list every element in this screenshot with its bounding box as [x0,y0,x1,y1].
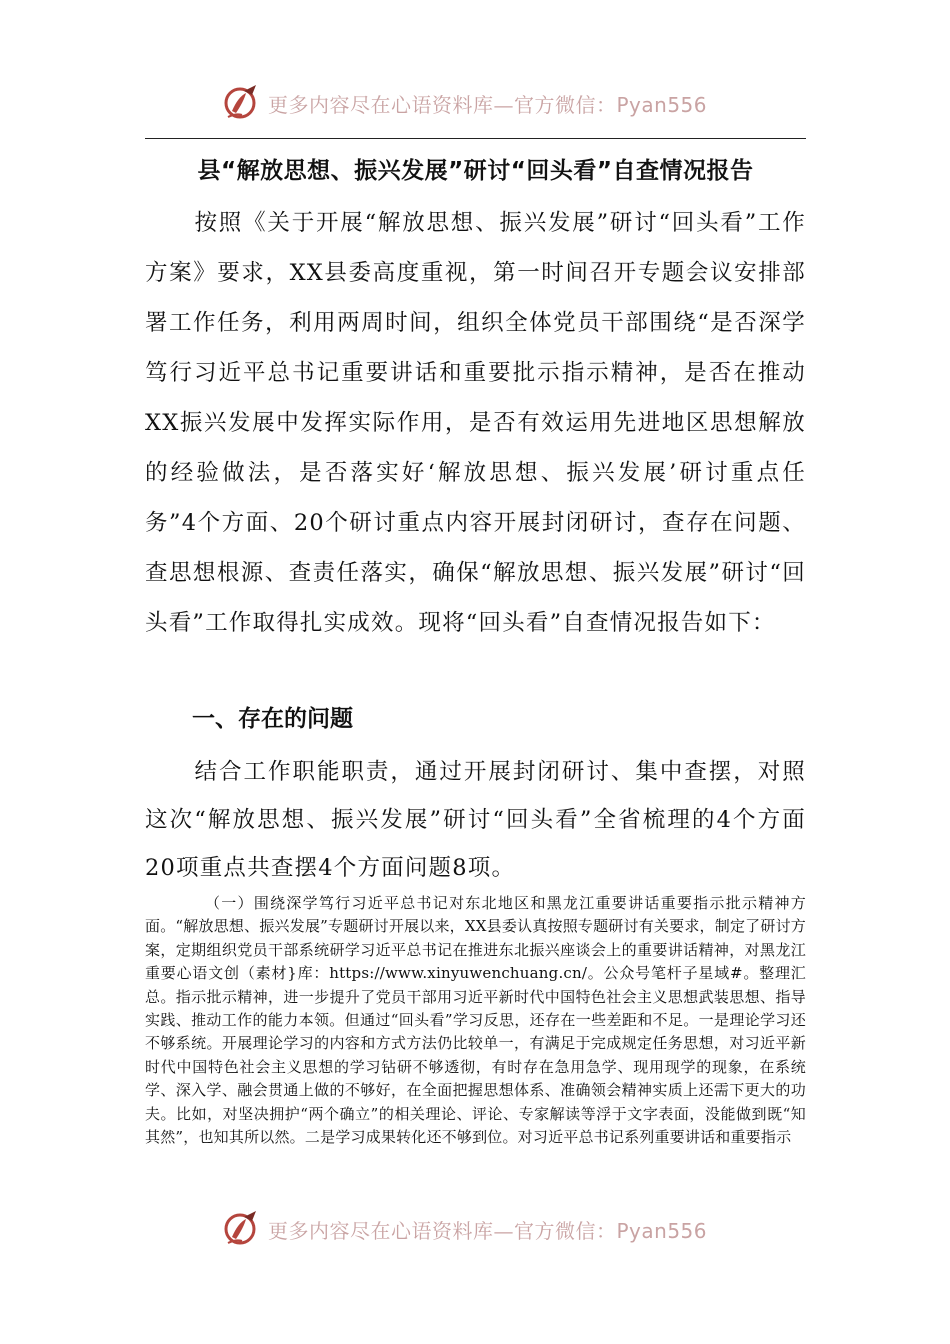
watermark-header [222,82,742,124]
header-rule [145,138,806,139]
section-heading: 一、存在的问题 [192,706,353,732]
pen-logo-icon [222,1209,262,1249]
subsection-paragraph: （一）围绕深学笃行习近平总书记对东北地区和黑龙江重要讲话重要指示批示精神方面。“解放思想、振兴发展”专题研讨开展以来，XX县委认真按照专题研讨有关要求，制定了研讨方案，定期组织党员干部系统研学习近平总书记在推进东北振兴座谈会上的重要讲话精神，对黑龙江重要心语文创（素材}库：https://www.xinyuwenchuang.cn/。公众号笔杆子星域#。整理汇总。指示批示精神，进一步提升了党员干部用习近平新时代中国特色社会主义思想武装思想、指导实践、推动工作的能力本领。但通过“回头看”学习反思，还存在一些差距和不足。一是理论学习还不够系统。开展理论学习的内容和方式方法仍比较单一，有满足于完成规定任务思想，对习近平新时代中国特色社会主义思想的学习钻研不够透彻，有时存在急用急学、现用现学的现象，在系统学、深入学、融会贯通上做的不够好，在全面把握思想体系、准确领会精神实质上还需下更大的功夫。比如，对坚决拥护“两个确立”的相关理论、评论、专家解读等浮于文字表面，没能做到既“知其然”，也知其所以然。二是学习成果转化还不够到位。对习近平总书记系列重要讲话和重要指示 [145,894,806,1147]
intro-paragraph: 按照《关于开展“解放思想、振兴发展”研讨“回头看”工作方案》要求，XX县委高度重视，第一时间召开专题会议安排部署工作任务，利用两周时间，组织全体党员干部围绕“是否深学笃行习近平总书记重要讲话和重要批示指示精神，是否在推动XX振兴发展中发挥实际作用，是否有效运用先进地区思想解放的经验做法，是否落实好‘解放思想、振兴发展’研讨重点任务”4个方面、20个研讨重点内容开展封闭研讨，查存在问题、查思想根源、查责任落实，确保“解放思想、振兴发展”研讨“回头看”工作取得扎实成效。现将“回头看”自查情况报告如下： [145,210,806,636]
pen-logo-icon [222,83,262,123]
watermark-footer [222,1208,742,1250]
watermark-text: 更多内容尽在心语资料库—官方微信：Pyan556 [268,1218,708,1243]
watermark-wechat-id: Pyan556 [616,1218,708,1243]
section-paragraph: 结合工作职能职责，通过开展封闭研讨、集中查摆，对照这次“解放思想、振兴发展”研讨“回头看”全省梳理的4个方面20项重点共查摆4个方面问题8项。 [145,759,806,881]
document-title: 县“解放思想、振兴发展”研讨“回头看”自查情况报告 [197,158,754,184]
watermark-text: 更多内容尽在心语资料库—官方微信：Pyan556 [268,92,708,117]
watermark-wechat-id: Pyan556 [616,92,708,117]
